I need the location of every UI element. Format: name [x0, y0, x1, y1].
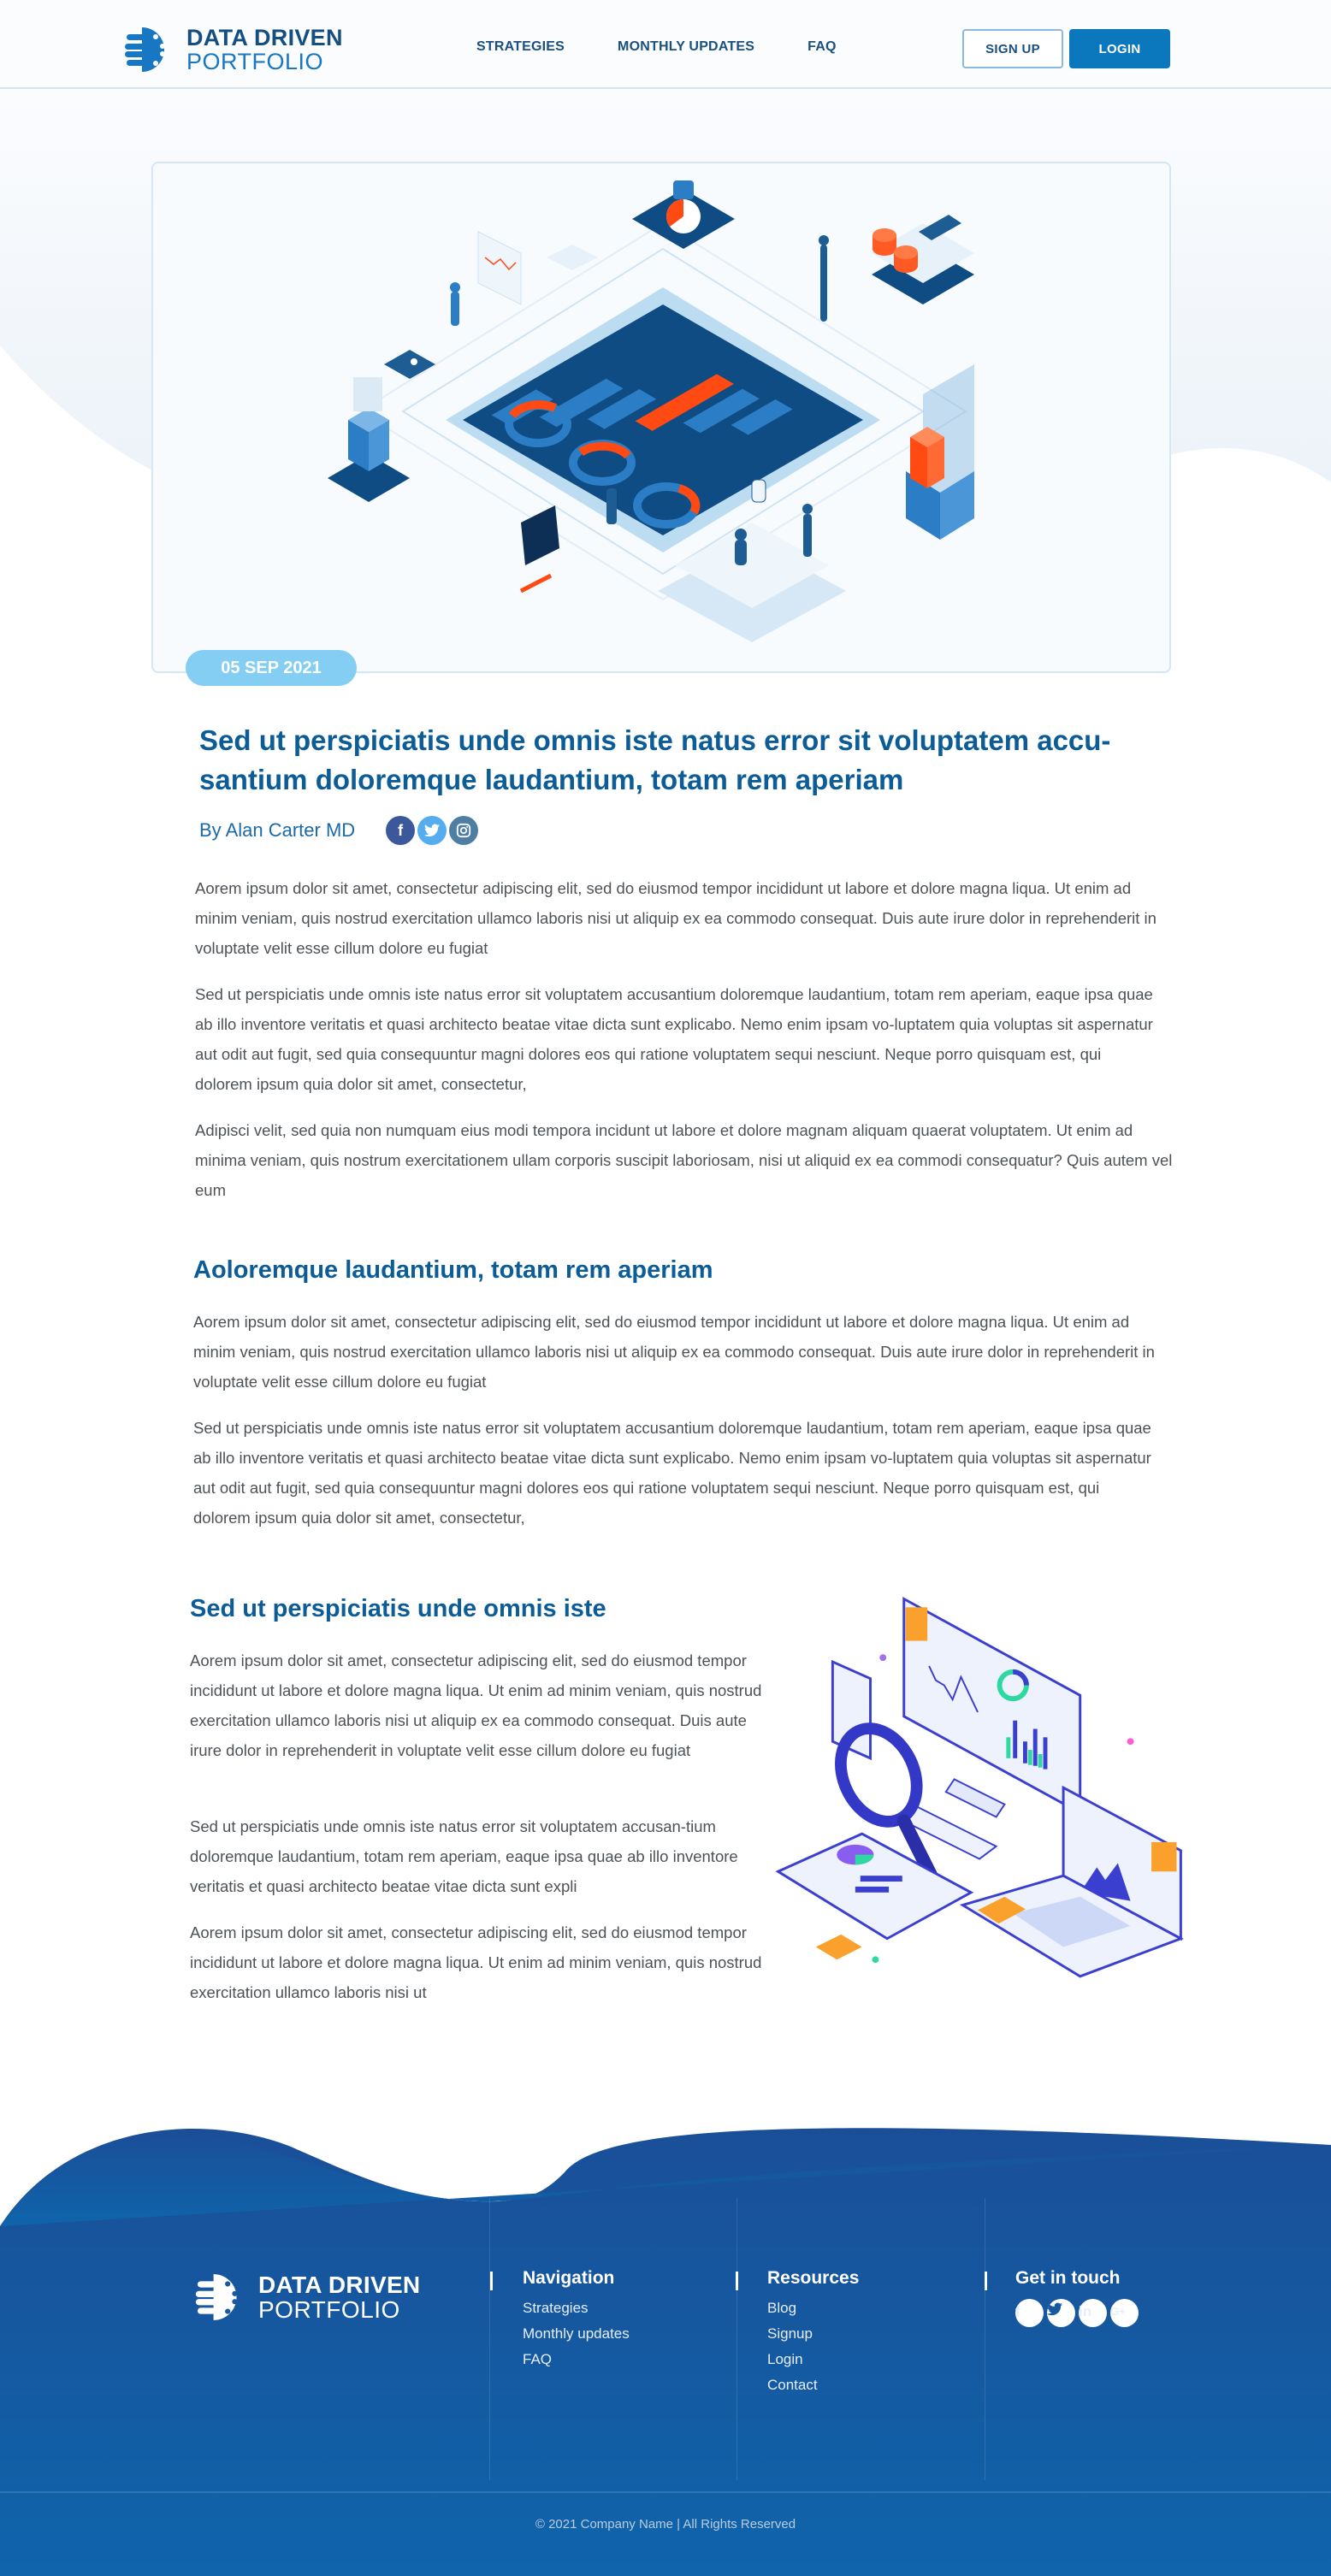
post-date-badge: 05 SEP 2021 [186, 650, 357, 686]
section3-paragraph-2: Sed ut perspiciatis unde omnis iste natus error sit voluptatem accusan-tium doloremque laudantium, totam rem aperiam, eaque ipsa quae ab illo inventore veritatis et quasi architecto beatae vitae dicta sunt expli [190, 1817, 738, 1895]
intro-paragraph-2: Sed ut perspiciatis unde omnis iste natus error sit voluptatem accusantium doloremque laudantium, totam rem aperiam, eaque ipsa quae ab illo inventore veritatis et quasi architecto beatae vitae dicta sunt explicabo. Nemo enim ipsam vo-luptatem quia voluptas sit aspernatur aut odit aut fugit, sed quia consequuntur magni dolores eos qui ratione voluptatem sequi nesciunt. Neque porro quisquam est, qui dolorem ipsum quia dolor sit amet, consectetur, [195, 985, 1153, 1093]
footer-logo-text-line2: PORTFOLIO [258, 2295, 400, 2323]
twitter-icon[interactable] [1047, 2299, 1075, 2327]
footer-get-in-touch [1015, 2268, 1139, 2327]
section3-heading: Sed ut perspiciatis unde omnis iste [190, 1595, 606, 1622]
footer-navigation-heading: Navigation [523, 2268, 615, 2288]
section2-paragraph-2: Sed ut perspiciatis unde omnis iste natus error sit voluptatem accusantium doloremque laudantium, totam rem aperiam, eaque ipsa quae ab illo inventore veritatis et quasi architecto beatae vitae dicta sunt explicabo. Nemo enim ipsam vo-luptatem quia voluptas sit aspernatur aut odit aut fugit, sed quia consequuntur magni dolores eos qui ratione voluptatem sequi nesciunt. Neque porro quisquam est, qui dolorem ipsum quia dolor sit amet, consectetur, [193, 1419, 1151, 1527]
section-marker [985, 2272, 987, 2290]
hero-image-card [151, 162, 1171, 673]
footer-logo-text-line1: DATA DRIVEN [258, 2271, 421, 2298]
circuit-logo-icon [195, 2272, 251, 2322]
footer-link-login[interactable]: Login [767, 2351, 803, 2367]
article-title: Sed ut perspiciatis unde omnis iste natus error sit voluptatem accu-santium doloremque laudantium, totam rem aperiam [199, 724, 1111, 795]
nav-strategies[interactable]: STRATEGIES [476, 39, 565, 54]
share-icons [386, 816, 478, 845]
signup-button[interactable]: SIGN UP [962, 29, 1063, 68]
footer-contact-heading: Get in touch [1015, 2268, 1121, 2288]
intro-paragraph-1: Aorem ipsum dolor sit amet, consectetur adipiscing elit, sed do eiusmod tempor incididunt ut labore et dolore magna liqua. Ut enim ad minim veniam, quis nostrud exercitation ullamco laboris nisi ut aliquip ex ea commodo consequat. Duis aute irure dolor in reprehenderit in voluptate velit esse cillum dolore eu fugiat [195, 879, 1156, 957]
circuit-logo-icon [125, 26, 178, 74]
footer-link-blog[interactable]: Blog [767, 2300, 797, 2316]
section-marker [736, 2272, 738, 2290]
facebook-icon[interactable]: f [386, 816, 415, 845]
main-nav [476, 39, 837, 55]
author-name[interactable]: By Alan Carter MD [199, 819, 356, 841]
footer-navigation [523, 2268, 630, 2372]
facebook-icon[interactable]: f [1015, 2299, 1044, 2327]
footer-divider [489, 2198, 490, 2480]
logo-text-line2: PORTFOLIO [186, 48, 324, 74]
section3-paragraph-1: Aorem ipsum dolor sit amet, consectetur adipiscing elit, sed do eiusmod tempor incididunt ut labore et dolore magna liqua. Ut enim ad minim veniam, quis nostrud exercitation ullamco laboris nisi ut aliquip ex ea commodo consequat. Duis aute irure dolor in reprehenderit in voluptate velit esse cillum dolore eu fugiat [190, 1651, 762, 1759]
footer-link-contact[interactable]: Contact [767, 2377, 818, 2393]
devices-analytics-illustration [761, 1578, 1198, 2014]
footer-divider [736, 2198, 737, 2480]
section3-paragraph-3: Aorem ipsum dolor sit amet, consectetur adipiscing elit, sed do eiusmod tempor incididunt ut labore et dolore magna liqua. Ut enim ad minim veniam, quis nostrud exercitation ullamco laboris nisi ut [190, 1923, 762, 2001]
brand-logo[interactable] [125, 26, 343, 74]
article-byline [199, 816, 478, 845]
instagram-icon[interactable] [449, 816, 478, 845]
nav-faq[interactable]: FAQ [807, 39, 837, 54]
footer-divider-line [0, 2491, 1331, 2493]
nav-monthly-updates[interactable]: MONTHLY UPDATES [618, 39, 755, 54]
footer-link-strategies[interactable]: Strategies [523, 2300, 589, 2316]
section2-heading: Aoloremque laudantium, totam rem aperiam [193, 1256, 713, 1284]
google-plus-icon[interactable]: G+ [1110, 2299, 1139, 2327]
footer-link-monthly-updates[interactable]: Monthly updates [523, 2325, 630, 2342]
section2-paragraph-1: Aorem ipsum dolor sit amet, consectetur adipiscing elit, sed do eiusmod tempor incididunt ut labore et dolore magna liqua. Ut enim ad minim veniam, quis nostrud exercitation ullamco laboris nisi ut aliquip ex ea commodo consequat. Duis aute irure dolor in reprehenderit in voluptate velit esse cillum dolore eu fugiat [193, 1313, 1155, 1391]
copyright-text: © 2021 Company Name | All Rights Reserved [535, 2517, 796, 2532]
footer-resources-heading: Resources [767, 2268, 860, 2288]
intro-paragraph-3: Adipisci velit, sed quia non numquam eius modi tempora incidunt ut labore et dolore magnam aliquam quaerat voluptatem. Ut enim ad minima veniam, quis nostrum exercitationem ullam corporis suscipit laboriosam, nisi ut aliquid ex ea commodi consequatur? Quis autem vel eum [195, 1121, 1173, 1199]
twitter-icon[interactable] [417, 816, 447, 845]
site-header [0, 0, 1331, 89]
footer-link-faq[interactable]: FAQ [523, 2351, 553, 2367]
footer-social-icons [1015, 2299, 1139, 2327]
section-marker [490, 2272, 493, 2290]
footer-resources [767, 2268, 859, 2398]
footer-wave-background [0, 2095, 1331, 2576]
footer-link-signup[interactable]: Signup [767, 2325, 813, 2342]
logo-text-line1: DATA DRIVEN [186, 24, 343, 50]
isometric-dashboard-illustration [153, 163, 1171, 673]
linkedin-icon[interactable]: in [1079, 2299, 1107, 2327]
login-button[interactable]: LOGIN [1069, 29, 1170, 68]
footer-brand-logo[interactable] [195, 2272, 420, 2322]
